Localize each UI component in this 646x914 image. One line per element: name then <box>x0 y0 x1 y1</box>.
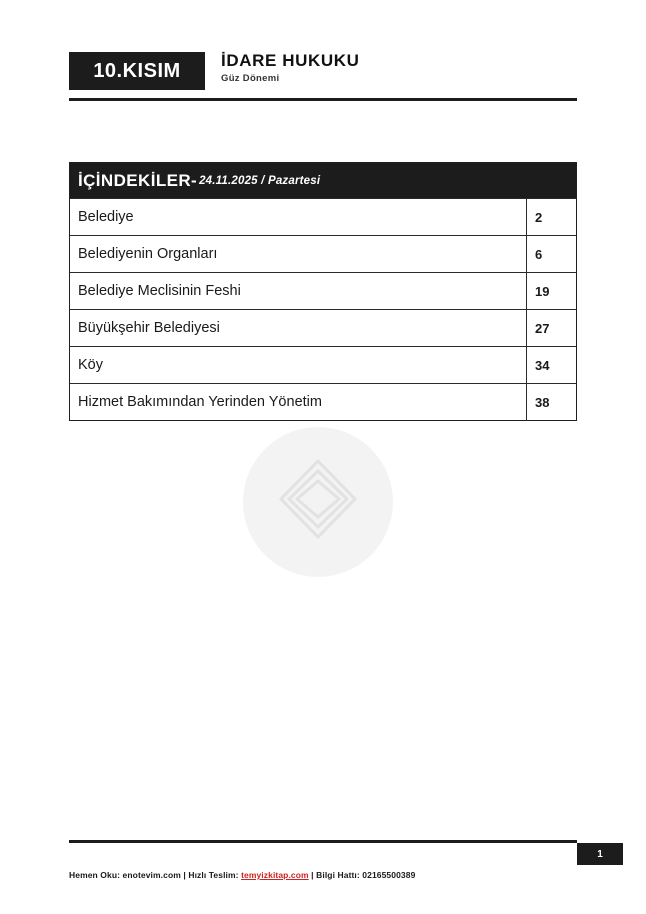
toc-entry-title: Büyükşehir Belediyesi <box>70 310 527 346</box>
toc-heading: İÇİNDEKİLER- <box>78 170 198 190</box>
section-badge-label: 10.KISIM <box>93 59 181 82</box>
section-badge <box>69 52 205 90</box>
toc-entry-page: 2 <box>535 209 543 225</box>
footer-info-label: Bilgi Hattı: <box>316 870 360 880</box>
toc-entry-page: 34 <box>535 357 550 373</box>
toc-row[interactable] <box>70 383 576 420</box>
toc-entry-title: Belediyenin Organları <box>70 236 527 272</box>
toc-entry-page: 38 <box>535 394 550 410</box>
toc-row[interactable] <box>70 198 576 235</box>
header-title-group <box>221 50 359 84</box>
toc-entry-page: 6 <box>535 246 543 262</box>
course-term: Güz Dönemi <box>221 73 280 84</box>
footer-phone: 02165500389 <box>362 870 416 880</box>
footer-separator: | <box>311 870 314 880</box>
toc-entry-title: Hizmet Bakımından Yerinden Yönetim <box>70 384 527 420</box>
page-number: 1 <box>597 848 603 860</box>
toc-row[interactable] <box>70 309 576 346</box>
toc-entry-title: Belediye Meclisinin Feshi <box>70 273 527 309</box>
toc-entry-title: Köy <box>70 347 527 383</box>
toc-entry-page: 27 <box>535 320 550 336</box>
footer-read-site: enotevim.com <box>122 870 181 880</box>
toc-row[interactable] <box>70 346 576 383</box>
page-number-badge <box>577 843 623 865</box>
toc-row[interactable] <box>70 235 576 272</box>
header-divider <box>69 98 577 101</box>
toc-entry-title: Belediye <box>70 199 527 235</box>
toc-header <box>70 163 576 198</box>
footer-delivery-link[interactable]: temyizkitap.com <box>241 870 309 880</box>
footer-contact-line <box>69 870 589 880</box>
toc-date: 24.11.2025 / Pazartesi <box>199 174 321 187</box>
footer-read-label: Hemen Oku: <box>69 870 121 880</box>
footer-delivery-label: Hızlı Teslim: <box>188 870 239 880</box>
course-title: İDARE HUKUKU <box>221 51 360 70</box>
table-of-contents <box>69 162 577 421</box>
toc-entry-page: 19 <box>535 283 550 299</box>
watermark-logo <box>243 427 393 577</box>
footer-divider <box>69 840 577 843</box>
document-header <box>69 52 577 100</box>
toc-row[interactable] <box>70 272 576 309</box>
footer-separator: | <box>183 870 186 880</box>
